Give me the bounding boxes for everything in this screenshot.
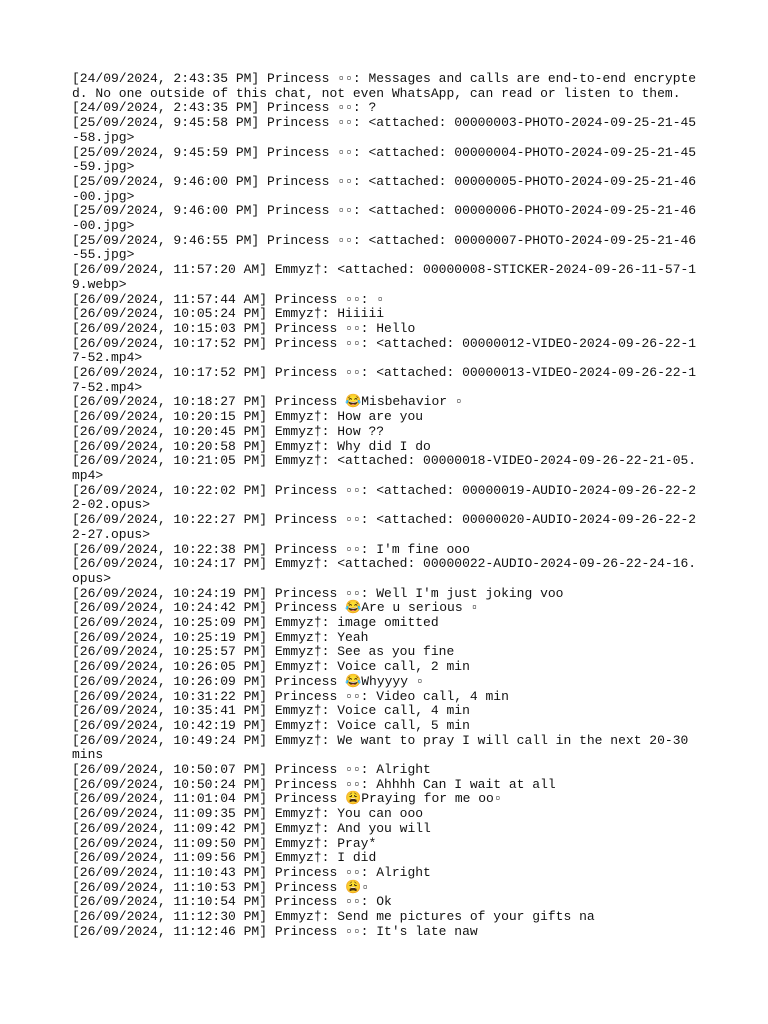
chat-line: [26/09/2024, 11:09:50 PM] Emmyz†: Pray* xyxy=(72,835,377,851)
chat-line: [26/09/2024, 11:57:20 AM] Emmyz†: <attached: 00000008-STICKER-2024-09-26-11-57-19.webp> xyxy=(72,262,697,292)
chat-line: [26/09/2024, 10:15:03 PM] Princess ▫▫: Hello xyxy=(72,320,416,336)
chat-line: [26/09/2024, 10:17:52 PM] Princess ▫▫: <attached: 00000013-VIDEO-2024-09-26-22-17-52.mp4> xyxy=(72,365,697,395)
chat-line: [25/09/2024, 9:45:58 PM] Princess ▫▫: <attached: 00000003-PHOTO-2024-09-25-21-45-58.jpg> xyxy=(72,115,697,145)
chat-line: [26/09/2024, 11:10:53 PM] Princess 😩▫ xyxy=(72,879,370,895)
chat-line: [25/09/2024, 9:45:59 PM] Princess ▫▫: <attached: 00000004-PHOTO-2024-09-25-21-45-59.jpg> xyxy=(72,144,697,175)
chat-line: [26/09/2024, 11:09:42 PM] Emmyz†: And you will xyxy=(72,820,431,836)
chat-line: [26/09/2024, 10:25:57 PM] Emmyz†: See as you fine xyxy=(72,644,455,660)
chat-line: [26/09/2024, 10:18:27 PM] Princess 😂Misbehavior ▫ xyxy=(72,394,463,410)
chat-line: [24/09/2024, 2:43:35 PM] Princess ▫▫: Messages and calls are end-to-end encrypted. No one outside of this chat, not even WhatsApp, can read or listen to them. xyxy=(72,71,697,101)
chat-line: [25/09/2024, 9:46:00 PM] Princess ▫▫: <attached: 00000005-PHOTO-2024-09-25-21-46-00.jpg> xyxy=(72,173,697,204)
chat-line: [25/09/2024, 9:46:00 PM] Princess ▫▫: <attached: 00000006-PHOTO-2024-09-25-21-46-00.jpg> xyxy=(72,203,697,234)
chat-line: [26/09/2024, 10:50:07 PM] Princess ▫▫: Alright xyxy=(72,762,431,778)
chat-line: [26/09/2024, 10:17:52 PM] Princess ▫▫: <attached: 00000012-VIDEO-2024-09-26-22-17-52.mp4> xyxy=(72,335,697,366)
chat-line: [26/09/2024, 10:42:19 PM] Emmyz†: Voice call, 5 min xyxy=(72,717,470,733)
chat-line: [26/09/2024, 11:12:30 PM] Emmyz†: Send me pictures of your gifts na xyxy=(72,909,595,925)
chat-line: [25/09/2024, 9:46:55 PM] Princess ▫▫: <attached: 00000007-PHOTO-2024-09-25-21-46-55.jpg> xyxy=(72,232,697,263)
chat-line: [26/09/2024, 10:22:27 PM] Princess ▫▫: <attached: 00000020-AUDIO-2024-09-26-22-22-27.opus> xyxy=(72,512,697,542)
chat-line: [26/09/2024, 10:22:02 PM] Princess ▫▫: <attached: 00000019-AUDIO-2024-09-26-22-22-02.opus> xyxy=(72,482,697,513)
chat-line: [24/09/2024, 2:43:35 PM] Princess ▫▫: ? xyxy=(72,100,377,116)
chat-line: [26/09/2024, 10:22:38 PM] Princess ▫▫: I'm fine ooo xyxy=(72,541,470,557)
chat-transcript xyxy=(72,72,702,939)
chat-line: [26/09/2024, 10:24:17 PM] Emmyz†: <attached: 00000022-AUDIO-2024-09-26-22-24-16.opus> xyxy=(72,556,697,586)
chat-line: [26/09/2024, 10:20:45 PM] Emmyz†: How ?? xyxy=(72,423,385,439)
chat-line: [26/09/2024, 10:21:05 PM] Emmyz†: <attached: 00000018-VIDEO-2024-09-26-22-21-05.mp4> xyxy=(72,453,697,483)
chat-line: [26/09/2024, 10:35:41 PM] Emmyz†: Voice call, 4 min xyxy=(72,703,470,719)
chat-line: [26/09/2024, 10:31:22 PM] Princess ▫▫: Video call, 4 min xyxy=(72,688,509,704)
chat-line: [26/09/2024, 10:20:58 PM] Emmyz†: Why did I do xyxy=(72,438,431,454)
chat-line: [26/09/2024, 11:10:54 PM] Princess ▫▫: Ok xyxy=(72,894,392,910)
chat-line: [26/09/2024, 10:25:19 PM] Emmyz†: Yeah xyxy=(72,629,369,645)
chat-line: [26/09/2024, 10:24:42 PM] Princess 😂Are u serious ▫ xyxy=(72,600,479,616)
chat-line: [26/09/2024, 11:57:44 AM] Princess ▫▫: ▫ xyxy=(72,291,385,307)
chat-line: [26/09/2024, 11:10:43 PM] Princess ▫▫: Alright xyxy=(72,864,431,880)
chat-line: [26/09/2024, 10:50:24 PM] Princess ▫▫: Ahhhh Can I wait at all xyxy=(72,776,556,792)
chat-line: [26/09/2024, 10:26:09 PM] Princess 😂Whyyyy ▫ xyxy=(72,673,424,689)
chat-line: [26/09/2024, 11:01:04 PM] Princess 😩Praying for me oo▫ xyxy=(72,791,502,807)
chat-line: [26/09/2024, 11:09:56 PM] Emmyz†: I did xyxy=(72,850,377,866)
chat-line: [26/09/2024, 10:26:05 PM] Emmyz†: Voice call, 2 min xyxy=(72,659,470,675)
chat-line: [26/09/2024, 11:09:35 PM] Emmyz†: You can ooo xyxy=(72,806,424,822)
chat-line: [26/09/2024, 10:25:09 PM] Emmyz†: image omitted xyxy=(72,615,439,631)
chat-line: [26/09/2024, 10:05:24 PM] Emmyz†: Hiiiii xyxy=(72,306,385,322)
chat-line: [26/09/2024, 10:24:19 PM] Princess ▫▫: Well I'm just joking voo xyxy=(72,585,564,601)
chat-line: [26/09/2024, 10:49:24 PM] Emmyz†: We want to pray I will call in the next 20-30 mins xyxy=(72,732,697,763)
chat-line: [26/09/2024, 11:12:46 PM] Princess ▫▫: It's late naw xyxy=(72,923,478,939)
chat-line: [26/09/2024, 10:20:15 PM] Emmyz†: How are you xyxy=(72,409,424,425)
